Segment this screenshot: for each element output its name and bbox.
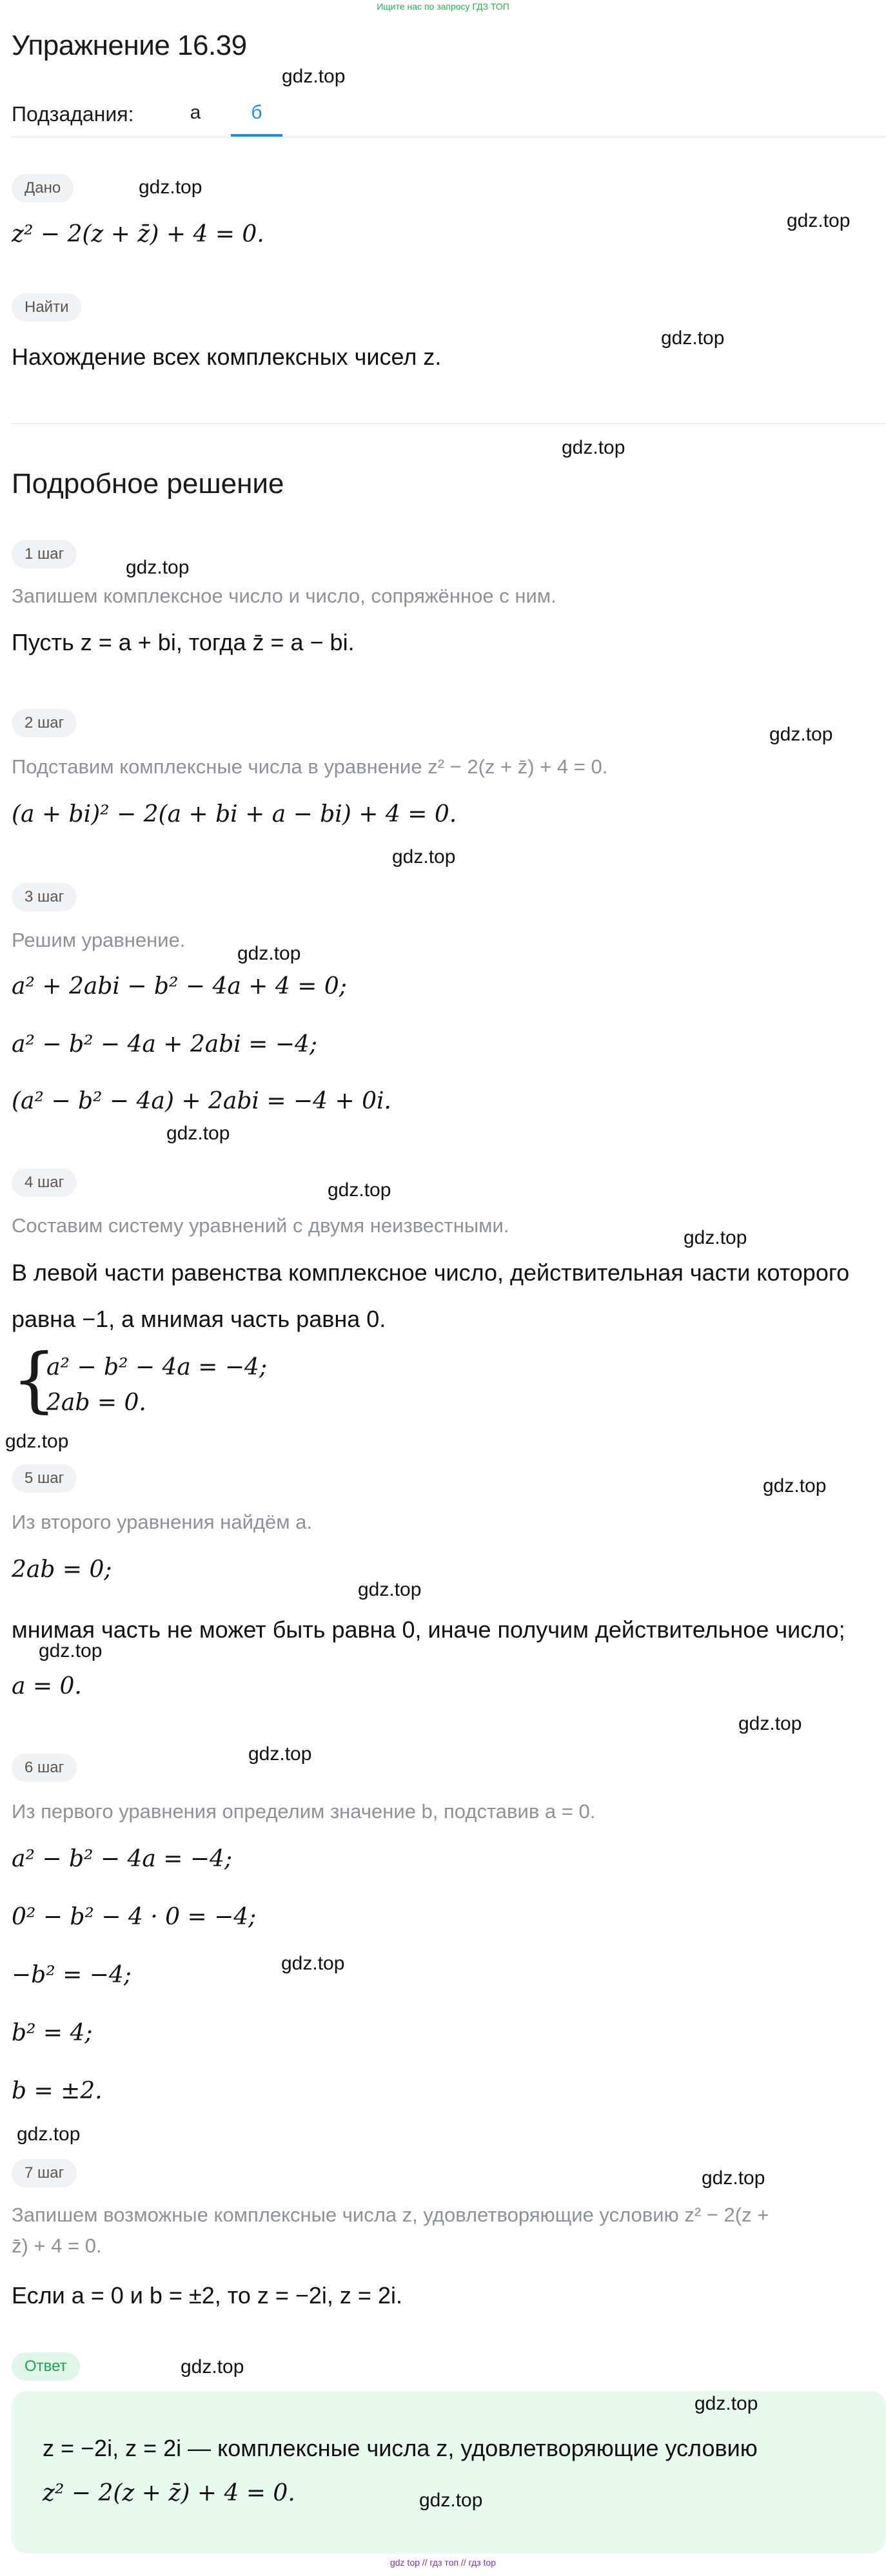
step-1-line: Пусть z = a + bi, тогда z̄ = a − bi. xyxy=(12,629,355,655)
step-7-pill: 7 шаг xyxy=(12,2159,77,2187)
step-5-line-1: 2ab = 0; xyxy=(12,1556,112,1583)
system-eq-1: a² − b² − 4a = −4; xyxy=(46,1354,268,1380)
watermark: gdz.top xyxy=(328,1179,391,1201)
watermark: gdz.top xyxy=(248,1743,312,1765)
watermark: gdz.top xyxy=(17,2124,81,2145)
step-3-line-3: (a² − b² − 4a) + 2abi = −4 + 0i. xyxy=(12,1088,391,1114)
watermark: gdz.top xyxy=(5,1431,69,1452)
step-4-line-1: В левой части равенства комплексное число, действительная части которого xyxy=(12,1259,850,1286)
watermark: gdz.top xyxy=(39,1640,103,1661)
watermark: gdz.top xyxy=(126,557,190,578)
step-7-line: Если a = 0 и b = ±2, то z = −2i, z = 2i. xyxy=(12,2282,402,2309)
step-3-hint: Решим уравнение. xyxy=(12,929,186,951)
step-4-pill: 4 шаг xyxy=(12,1168,77,1197)
step-7-hint-1: Запишем возможные комплексные числа z, удовлетворяющие условию z² − 2(z + xyxy=(12,2203,769,2226)
tab-a[interactable]: а xyxy=(190,102,201,123)
divider xyxy=(12,423,886,424)
step-3-line-1: a² + 2abi − b² − 4a + 4 = 0; xyxy=(12,973,347,1000)
answer-line-2: z² − 2(z + z̄) + 4 = 0. xyxy=(43,2480,295,2506)
step-5-line-3: a = 0. xyxy=(12,1673,82,1700)
watermark: gdz.top xyxy=(419,2490,483,2511)
watermark: gdz.top xyxy=(769,724,833,745)
step-4-line-2: равна −1, а мнимая часть равна 0. xyxy=(12,1306,386,1332)
watermark: gdz.top xyxy=(358,1579,422,1600)
solution-title: Подробное решение xyxy=(12,468,284,499)
subtasks-label: Подзадания: xyxy=(12,102,134,126)
watermark: gdz.top xyxy=(281,1953,345,1974)
page-title: Упражнение 16.39 xyxy=(12,30,247,61)
step-5-pill: 5 шаг xyxy=(12,1464,77,1493)
watermark: gdz.top xyxy=(684,1227,747,1248)
find-pill: Найти xyxy=(12,293,81,322)
step-2-hint: Подставим комплексные числа в уравнение z² − 2(z + z̄) + 4 = 0. xyxy=(12,755,608,778)
watermark: gdz.top xyxy=(237,943,301,964)
watermark: gdz.top xyxy=(181,2356,244,2377)
step-7-hint-2: z̄) + 4 = 0. xyxy=(12,2234,102,2257)
answer-pill: Ответ xyxy=(12,2352,80,2381)
step-2-line: (a + bi)² − 2(a + bi + a − bi) + 4 = 0. xyxy=(12,801,457,828)
answer-line-1: z = −2i, z = 2i — комплексные числа z, удовлетворяющие условию xyxy=(43,2435,758,2461)
watermark: gdz.top xyxy=(282,66,346,87)
watermark: gdz.top xyxy=(787,210,851,231)
step-6-line-5: b = ±2. xyxy=(12,2078,103,2104)
answer-box xyxy=(12,2391,886,2553)
system-eq-2: 2ab = 0. xyxy=(46,1390,146,1416)
step-6-pill: 6 шаг xyxy=(12,1754,77,1782)
watermark: gdz.top xyxy=(139,177,202,198)
step-3-line-2: a² − b² − 4a + 2abi = −4; xyxy=(12,1031,318,1058)
step-6-line-2: 0² − b² − 4 · 0 = −4; xyxy=(12,1904,257,1930)
watermark: gdz.top xyxy=(738,1713,802,1734)
step-4-hint: Составим систему уравнений с двумя неизвестными. xyxy=(12,1214,509,1237)
step-5-line-2: мнимая часть не может быть равна 0, иначе получим действительное число; xyxy=(12,1616,845,1643)
step-6-line-1: a² − b² − 4a = −4; xyxy=(12,1846,233,1872)
step-6-hint: Из первого уравнения определим значение b, подставив a = 0. xyxy=(12,1800,596,1823)
watermark: gdz.top xyxy=(661,327,725,349)
system-brace: { xyxy=(12,1338,57,1420)
watermark: gdz.top xyxy=(562,437,625,458)
bottom-watermark: gdz top // гдз топ // гдз top xyxy=(389,2557,497,2568)
given-pill: Дано xyxy=(12,174,74,202)
step-2-pill: 2 шаг xyxy=(12,709,77,737)
step-3-pill: 3 шаг xyxy=(12,883,77,911)
watermark: gdz.top xyxy=(763,1475,827,1496)
step-6-line-4: b² = 4; xyxy=(12,2020,93,2046)
tab-b[interactable]: б xyxy=(231,97,282,137)
watermark: gdz.top xyxy=(702,2167,765,2189)
step-5-hint: Из второго уравнения найдём a. xyxy=(12,1511,313,1533)
find-text: Нахождение всех комплексных чисел z. xyxy=(12,344,442,370)
watermark: gdz.top xyxy=(392,846,456,867)
watermark: gdz.top xyxy=(166,1123,230,1144)
step-1-hint: Запишем комплексное число и число, сопряжённое с ним. xyxy=(12,585,556,607)
top-banner: Ищите нас по запросу ГДЗ ТОП xyxy=(377,1,509,12)
step-6-line-3: −b² = −4; xyxy=(12,1962,132,1988)
watermark: gdz.top xyxy=(694,2393,758,2414)
given-equation: z² − 2(z + z̄) + 4 = 0. xyxy=(12,221,264,247)
step-1-pill: 1 шаг xyxy=(12,540,77,568)
